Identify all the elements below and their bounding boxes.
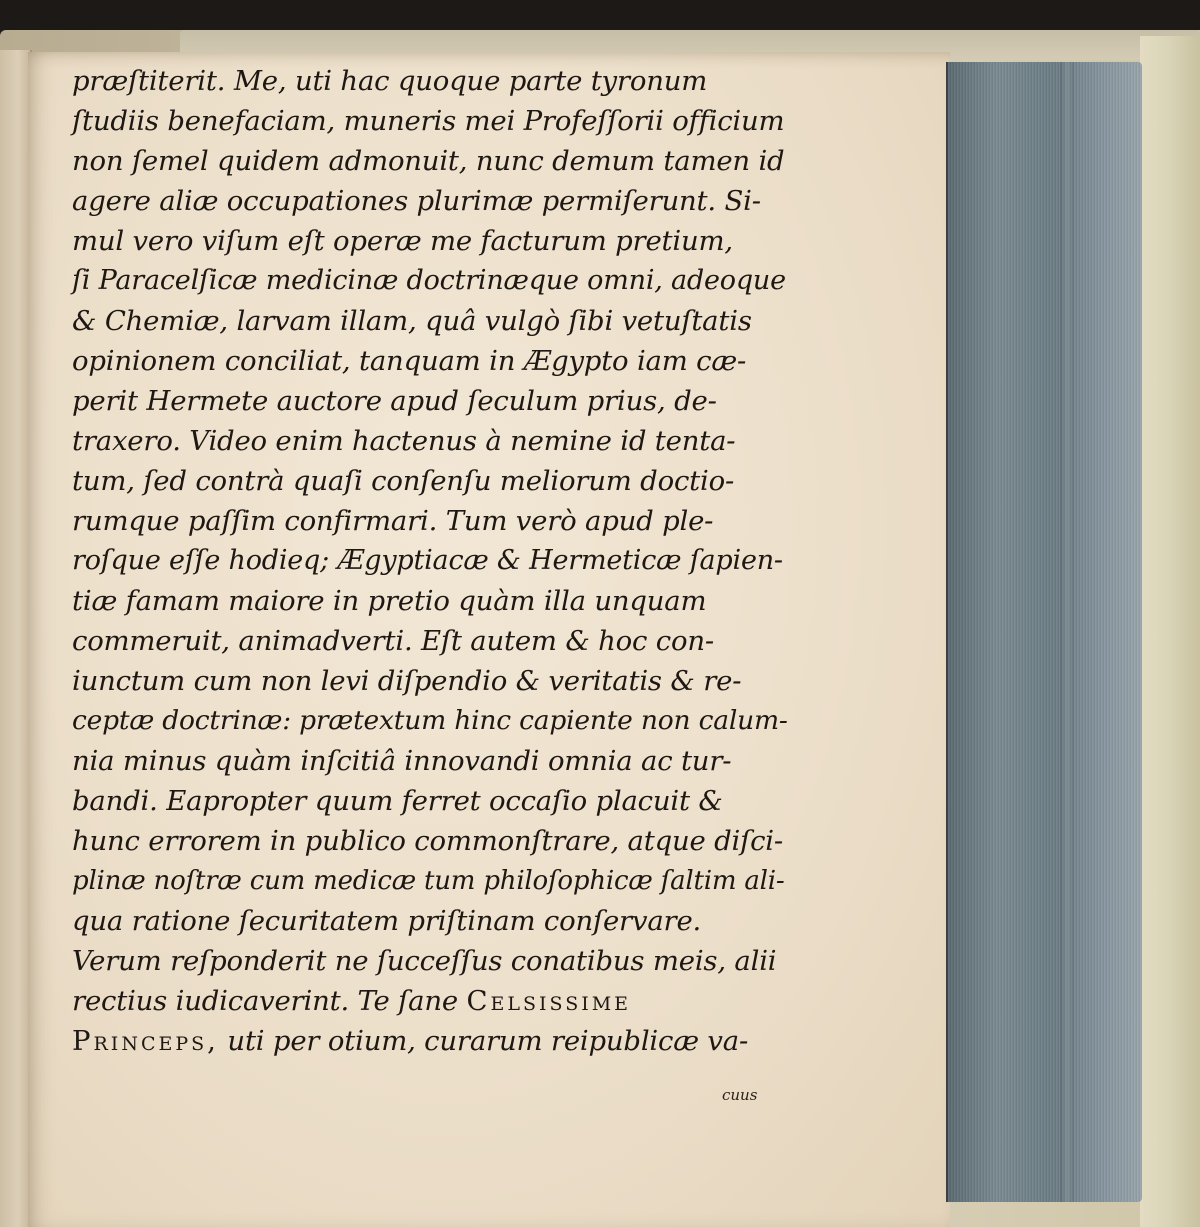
text-line: rumque paſſim confirmari. Tum verò apud ple-: [72, 505, 714, 537]
text-line: Verum reſponderit ne ſucceſſus conatibus meis, alii: [72, 945, 777, 977]
text-line: plinæ noſtræ cum medicæ tum philoſophicæ ſaltim ali-: [72, 866, 785, 896]
text-line: nia minus quàm inſcitiâ innovandi omnia ac tur-: [72, 745, 732, 777]
text-line: tiæ famam maiore in pretio quàm illa unquam: [72, 585, 707, 617]
cover-right-edge: [1140, 36, 1200, 1227]
text-line: bandi. Eapropter quum ferret occaſio placuit &: [72, 785, 723, 817]
text-line: præſtiterit. Me, uti hac quoque parte tyronum: [72, 65, 708, 97]
text-line: [72, 982, 631, 1020]
small-caps-word: Princeps,: [72, 1025, 219, 1057]
text-line: roſque eſſe hodieq; Ægyptiacæ & Hermeticæ ſapien-: [72, 545, 783, 576]
text-line: agere aliæ occupationes plurimæ permiſerunt. Si-: [72, 185, 761, 217]
text-line: tum, ſed contrà quaſi conſenſu meliorum doctio-: [72, 465, 735, 497]
text-line: commeruit, animadverti. Eſt autem & hoc con-: [72, 625, 714, 657]
text-line: iunctum cum non levi diſpendio & veritatis & re-: [72, 665, 742, 697]
text-line: non ſemel quidem admonuit, nunc demum tamen id: [72, 145, 785, 177]
text-line: ſi Paracelſicæ medicinæ doctrinæque omni, adeoque: [72, 265, 786, 296]
text-line: traxero. Video enim hactenus à nemine id tenta-: [72, 425, 736, 457]
text-line: perit Hermete auctore apud ſeculum prius, de-: [72, 385, 717, 417]
text-line: ſtudiis benefaciam, muneris mei Profeſſorii officium: [72, 105, 785, 137]
text-line-italic: rectius iudicaverint. Te ſane: [72, 985, 458, 1017]
page-block-fore-edge: [946, 62, 1142, 1202]
small-caps-word: Celsissime: [466, 985, 632, 1017]
catchword: cuus: [722, 1086, 758, 1104]
text-line: qua ratione ſecuritatem priſtinam conſervare.: [72, 905, 702, 937]
text-line: ceptæ doctrinæ: prætextum hinc capiente non calum-: [72, 705, 788, 736]
text-line: mul vero viſum eſt operæ me facturum pretium,: [72, 225, 733, 257]
text-line-italic: uti per otium, curarum reipublicæ va-: [218, 1025, 749, 1057]
fore-edge-shading: [1060, 62, 1074, 1202]
text-line: [72, 1022, 748, 1060]
text-line: & Chemiæ, larvam illam, quâ vulgò ſibi vetuſtatis: [72, 305, 752, 337]
text-line: hunc errorem in publico commonſtrare, atque diſci-: [72, 825, 783, 857]
text-line: opinionem conciliat, tanquam in Ægypto iam cæ-: [72, 345, 747, 377]
